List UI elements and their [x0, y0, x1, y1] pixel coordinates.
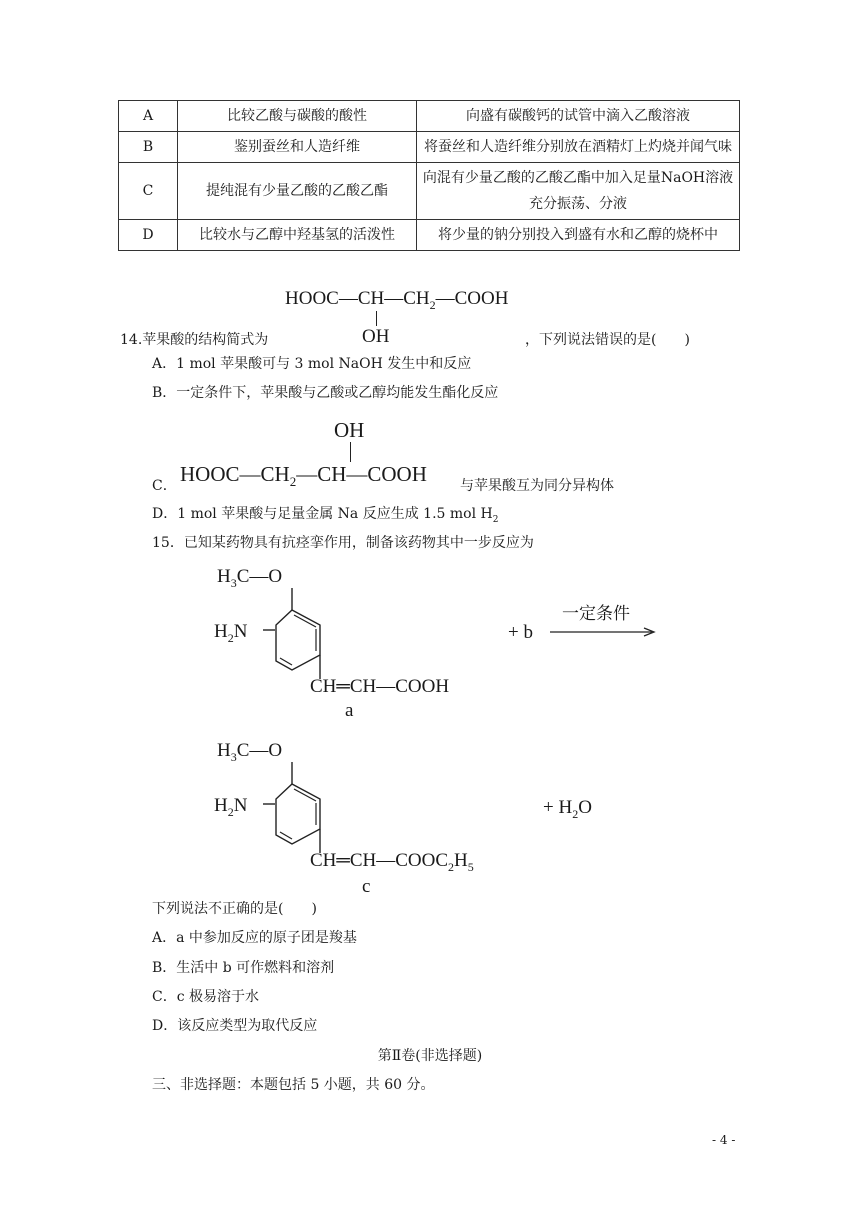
option-c-structure: $HOOC—CH_2—CH—COOH$	[180, 462, 427, 490]
q15-option-b: B．生活中 b 可作燃料和溶剂	[152, 960, 335, 976]
option-cell: A	[119, 101, 178, 132]
table-row	[119, 220, 740, 251]
product-side-chain: $CH═CH—COOC_2H_5$	[310, 850, 474, 874]
product-label-c: c	[362, 876, 371, 897]
purpose-cell: 比较水与乙醇中羟基氢的活泼性	[178, 220, 417, 251]
operation-cell: 向混有少量乙酸的乙酸乙酯中加入足量NaOH溶液充分振荡、分液	[417, 163, 740, 220]
bond-line	[350, 442, 351, 462]
q15-option-c: C．c 极易溶于水	[152, 989, 260, 1005]
table-row	[119, 101, 740, 132]
reactant-benzene-ring	[240, 585, 350, 685]
section-title: 第Ⅱ卷(非选择题)	[377, 1048, 483, 1064]
q14-stem-suffix: ，下列说法错误的是( )	[525, 332, 690, 348]
reactant-side-chain: CH═CH—COOH	[310, 676, 450, 697]
operation-cell: 将蚕丝和人造纤维分别放在酒精灯上灼烧并闻气味	[417, 132, 740, 163]
malic-acid-oh: OH	[362, 326, 390, 347]
product-amino: $H_2N$	[214, 795, 248, 819]
reactant-methoxy: $H_3C—O$	[217, 566, 283, 590]
section-intro: 三、非选择题：本题包括 5 小题，共 60 分。	[152, 1077, 435, 1093]
operation-cell: 将少量的钠分别投入到盛有水和乙醇的烧杯中	[417, 220, 740, 251]
reactant-label-a: a	[345, 700, 354, 721]
product-benzene-ring	[240, 759, 350, 859]
option-c-oh: OH	[334, 418, 365, 442]
q15-option-a: A．a 中参加反应的原子团是羧基	[152, 930, 357, 946]
plus-water: + $H_2O$	[543, 797, 592, 821]
q14-option-c-label: C．	[152, 478, 177, 494]
option-cell: D	[119, 220, 178, 251]
q14-option-c-text: 与苹果酸互为同分异构体	[460, 478, 614, 494]
q15-option-d: D．该反应类型为取代反应	[152, 1018, 318, 1034]
purpose-cell: 比较乙酸与碳酸的酸性	[178, 101, 417, 132]
q14-stem-prefix: 14.苹果酸的结构简式为	[120, 332, 269, 348]
plus-b: + b	[508, 622, 533, 643]
page-number: - 4 -	[712, 1133, 736, 1147]
malic-acid-structure: $HOOC—CH—CH_2—COOH$	[285, 288, 509, 312]
q14-option-b: B．一定条件下，苹果酸与乙酸或乙醇均能发生酯化反应	[152, 385, 499, 401]
table-row	[119, 132, 740, 163]
reaction-condition: 一定条件	[562, 604, 630, 624]
option-cell: B	[119, 132, 178, 163]
purpose-cell: 鉴别蚕丝和人造纤维	[178, 132, 417, 163]
bond-line	[376, 311, 377, 326]
q14-option-d: D．1 mol 苹果酸与足量金属 Na 反应生成 1.5 mol $H_2$	[152, 506, 499, 525]
operation-cell: 向盛有碳酸钙的试管中滴入乙酸溶液	[417, 101, 740, 132]
purpose-cell: 提纯混有少量乙酸的乙酸乙酯	[178, 163, 417, 220]
reaction-arrow-icon	[550, 626, 660, 638]
q15-question: 下列说法不正确的是( )	[152, 901, 317, 917]
experiment-table	[118, 100, 740, 251]
table-row	[119, 163, 740, 220]
product-methoxy: $H_3C—O$	[217, 740, 283, 764]
q15-stem: 15．已知某药物具有抗痉挛作用，制备该药物其中一步反应为	[152, 535, 534, 551]
q14-option-a: A．1 mol 苹果酸可与 3 mol NaOH 发生中和反应	[152, 356, 472, 372]
option-cell: C	[119, 163, 178, 220]
reactant-amino: $H_2N$	[214, 621, 248, 645]
